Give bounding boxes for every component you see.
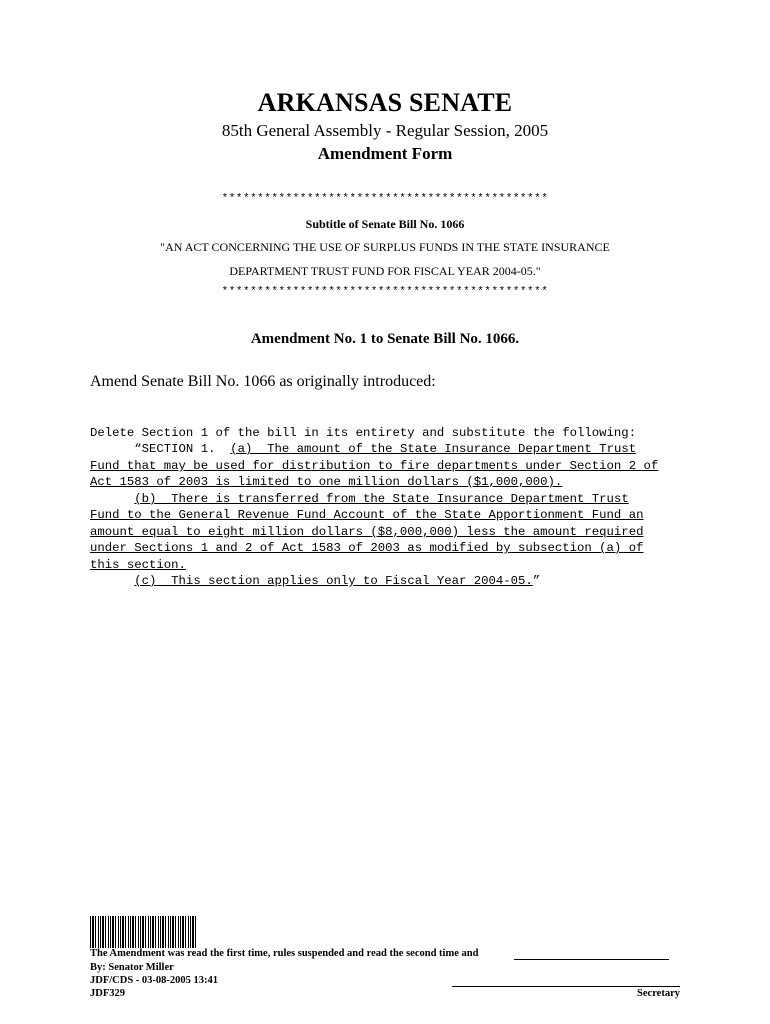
amendment-number: Amendment No. 1 to Senate Bill No. 1066. [250,331,520,347]
star-divider-top: ********************************************** [221,193,549,205]
subsection-b-line-5-row [90,557,186,573]
closing-quote: ” [532,574,541,588]
subsection-b-line-3: amount equal to eight million dollars ($8,000,000) less the amount required [90,525,644,539]
act-title-line-1: "AN ACT CONCERNING THE USE OF SURPLUS FUNDS IN THE STATE INSURANCE [160,240,610,254]
read-statement: The Amendment was read the first time, rules suspended and read the second time and [90,948,479,959]
subsection-b-line-4: under Sections 1 and 2 of Act 1583 of 2003 as modified by subsection (a) of [90,541,644,555]
section-prefix: “SECTION 1. [90,442,231,456]
subsection-a-line-1: (a) The amount of the State Insurance Department Trust [230,442,637,456]
section-line-a1 [90,441,636,457]
subsection-a-line-3-row [90,474,562,490]
subsection-b-line-1: (b) There is transferred from the State Insurance Department Trust [134,492,629,506]
sponsor-line: By: Senator Miller [90,962,174,973]
star-divider-bottom: ********************************************** [221,286,549,298]
signature-line-read [514,959,669,960]
document-title: ARKANSAS SENATE [257,88,513,117]
subsection-a-line-3: Act 1583 of 2003 is limited to one million dollars ($1,000,000). [90,475,563,489]
code-date-line: JDF/CDS - 03-08-2005 13:41 [90,975,219,986]
subsection-b-line-1-row [90,491,629,507]
form-name: Amendment Form [317,144,453,163]
subsection-b-line-5: this section. [90,558,186,572]
amendment-intro: Amend Senate Bill No. 1066 as originally introduced: [90,373,436,390]
bill-subtitle: Subtitle of Senate Bill No. 1066 [305,217,465,231]
secretary-label: Secretary [637,988,680,999]
subsection-a-line-2: Fund that may be used for distribution to fire departments under Section 2 of [90,459,659,473]
session-line: 85th General Assembly - Regular Session, 2005 [221,121,549,140]
document-id: JDF329 [90,988,125,999]
subsection-c-line-1-row [90,573,540,589]
subsection-c-line-1: (c) This section applies only to Fiscal Year 2004-05. [134,574,533,588]
act-title-line-2: DEPARTMENT TRUST FUND FOR FISCAL YEAR 2004-05." [229,264,541,278]
barcode [90,916,198,948]
delete-instruction: Delete Section 1 of the bill in its entirety and substitute the following: [90,426,637,440]
signature-line-secretary [452,986,680,987]
subsection-b-line-2: Fund to the General Revenue Fund Account of the State Apportionment Fund an [90,508,644,522]
